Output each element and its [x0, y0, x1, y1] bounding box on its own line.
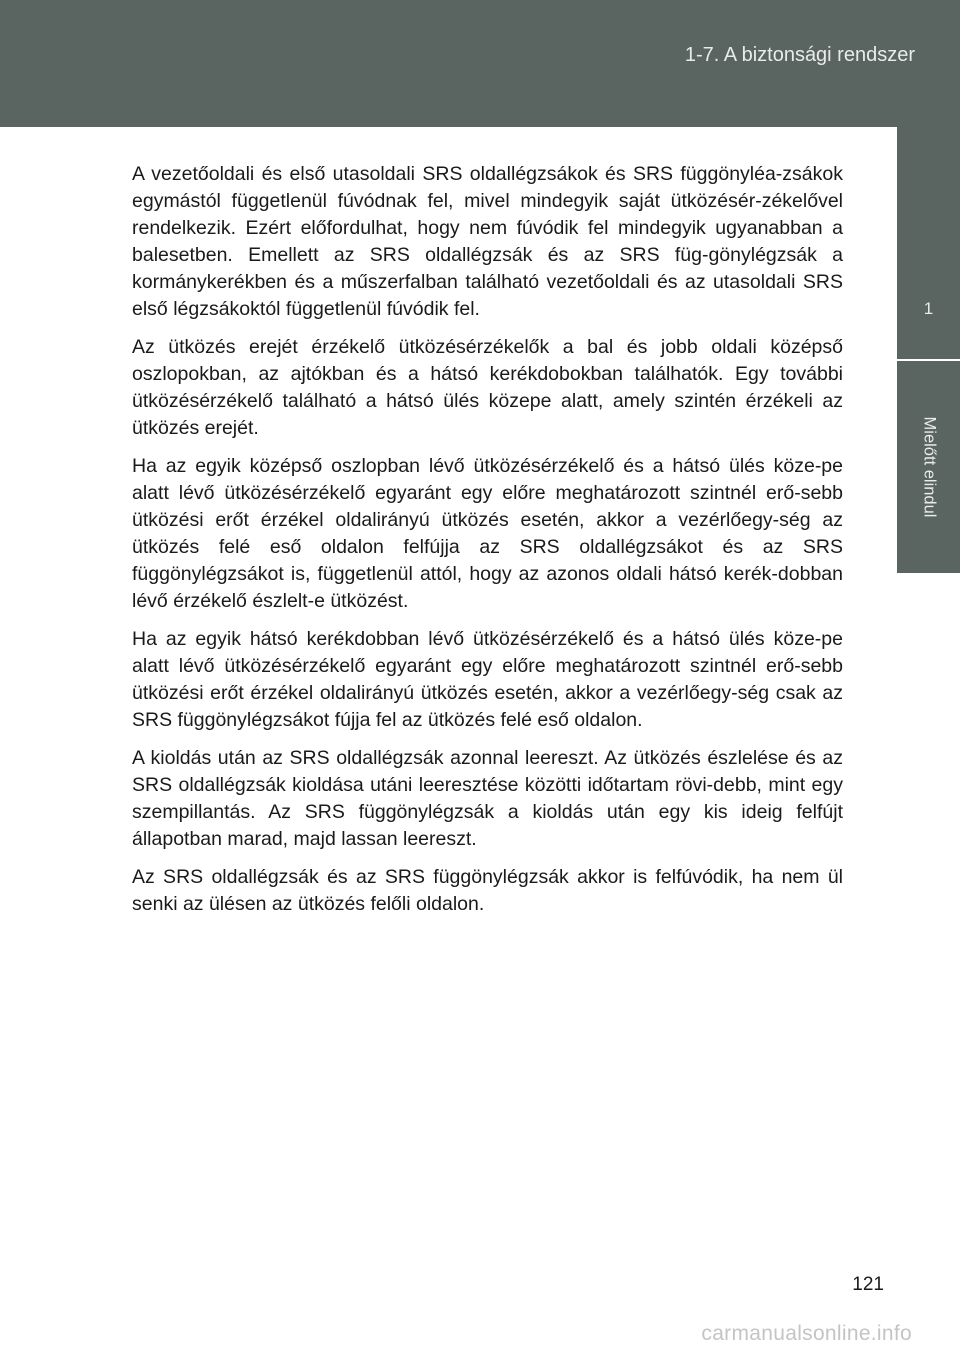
page-number: 121: [852, 1274, 884, 1295]
paragraph: Ha az egyik középső oszlopban lévő ütközésérzékelő és a hátsó ülés köze-pe alatt lévő ütközésérzékelő egyaránt egy előre meghatározott szintnél erő-sebb ütközési erőt érzékel oldalirányú ütközés esetén, akkor a vezérlőegy-ség az ütközés felé eső oldalon felfújja az SRS oldallégzsákot és az SRS függönylégzsákot is, függetlenül attól, hogy az azonos oldali hátsó kerék-dobban lévő érzékelő észlelt-e ütközést.: [132, 455, 843, 612]
chapter-label: Mielőtt elindul: [920, 416, 938, 518]
header-bar: [0, 0, 960, 127]
chapter-number: 1: [923, 299, 934, 318]
main-content: [132, 161, 843, 929]
paragraph: A vezetőoldali és első utasoldali SRS oldallégzsákok és SRS függönyléa-zsákok egymástól függetlenül fúvódnak fel, mivel mindegyik saját ütközésér-zékelővel rendelkezik. Ezért előfordulhat, hogy nem fúvódik fel mindegyik ugyanabban a balesetben. Emellett az SRS oldallégzsák és az SRS füg-gönylégzsák a kormánykerékben és a műszerfalban található vezetőoldali és az utasoldali SRS első légzsákoktól függetlenül fúvódik fel.: [132, 163, 843, 320]
paragraph: Ha az egyik hátsó kerékdobban lévő ütközésérzékelő és a hátsó ülés köze-pe alatt lévő ütközésérzékelő egyaránt egy előre meghatározott szintnél erő-sebb ütközési erőt érzékel oldalirányú ütközés esetén, akkor a vezérlőegy-ség csak az SRS függönylégzsákot fújja fel az ütközés felé eső oldalon.: [132, 628, 843, 731]
paragraph: Az ütközés erejét érzékelő ütközésérzékelők a bal és jobb oldali középső oszlopokban, az ajtókban és a hátsó kerékdobokban találhatók. Egy további ütközésérzékelő található a hátsó ülés közepe alatt, amely szintén érzékeli az ütközés erejét.: [132, 336, 843, 439]
section-title: 1-7. A biztonsági rendszer: [684, 44, 915, 66]
chapter-tab: [897, 127, 960, 359]
chapter-label-tab: [897, 361, 960, 573]
watermark: carmanualsonline.info: [701, 1322, 912, 1345]
paragraph: Az SRS oldallégzsák és az SRS függönylégzsák akkor is felfúvódik, ha nem ül senki az ülésen az ütközés felőli oldalon.: [132, 866, 843, 915]
paragraph: A kioldás után az SRS oldallégzsák azonnal leereszt. Az ütközés észlelése és az SRS oldallégzsák kioldása utáni leeresztése közötti időtartam rövi-debb, mint egy szempillantás. Az SRS függönylégzsák a kioldás után egy kis ideig felfújt állapotban marad, majd lassan leereszt.: [132, 747, 843, 850]
